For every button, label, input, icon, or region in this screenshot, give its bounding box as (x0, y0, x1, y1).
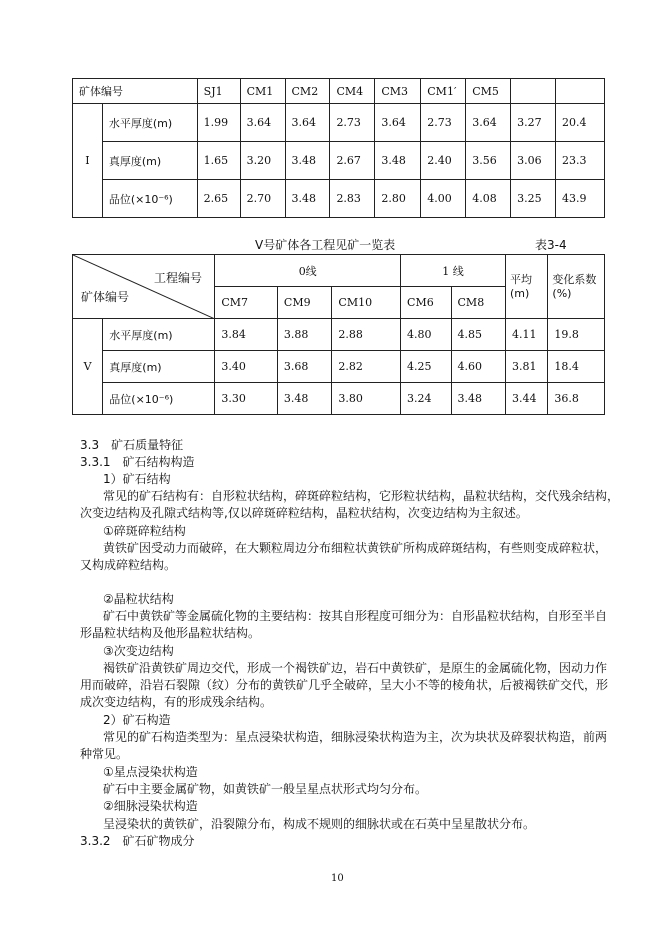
subsection-heading: 3.3.2 矿石矿物成分 (80, 834, 195, 848)
table-cell: 3.25 (511, 180, 556, 218)
section-heading: 3.3 矿石质量特征 (80, 438, 184, 452)
item-heading: ①星点浸染状构造 (103, 765, 198, 779)
table-cell: 4.11 (506, 319, 548, 351)
table-cell: 4.85 (451, 319, 506, 351)
table-cell: 4.00 (421, 180, 466, 218)
table-cell: 20.4 (556, 104, 605, 142)
table-cell: 4.80 (401, 319, 451, 351)
paragraph-line: 黄铁矿因受动力而破碎，在大颗粒周边分布细粒状黄铁矿所构成碎斑结构，有些则变成碎粒状， (103, 541, 608, 555)
table-cell: 3.40 (215, 351, 278, 383)
paragraph-line: 形晶粒状结构及他形晶粒状结构。 (80, 626, 261, 640)
table-row (73, 104, 605, 142)
table-cell: 2.40 (421, 142, 466, 180)
item-heading: ②细脉浸染状构造 (103, 799, 198, 813)
header-cell: 矿体编号 (73, 79, 198, 104)
diagonal-header-top: 工程编号 (154, 271, 203, 285)
table-cell: 3.80 (332, 383, 401, 415)
table-cell: 3.81 (506, 351, 548, 383)
header-cell: CM3 (375, 79, 421, 104)
column-header: CM9 (277, 287, 332, 319)
column-header: CM6 (401, 287, 451, 319)
table-cell: 18.4 (548, 351, 605, 383)
paragraph-line: 种常见。 (80, 747, 129, 761)
diagonal-divider (73, 255, 215, 319)
line-0-header: 0线 (215, 255, 401, 287)
table-caption: V号矿体各工程见矿一览表 (255, 238, 396, 252)
header-cell: CM4 (330, 79, 375, 104)
item-heading: ③次变边结构 (103, 644, 174, 658)
table-cell: 2.80 (375, 180, 421, 218)
diagonal-header-bottom: 矿体编号 (81, 290, 130, 304)
table-cell: 43.9 (556, 180, 605, 218)
table-row (73, 319, 605, 351)
table-cell: 3.44 (506, 383, 548, 415)
variation-header: 变化系数(%) (548, 255, 605, 319)
table-cell: 2.67 (330, 142, 375, 180)
paragraph-line: 呈浸染状的黄铁矿，沿裂隙分布，构成不规则的细脉状或在石英中呈星散状分布。 (103, 817, 536, 831)
table-row (73, 383, 605, 415)
line-1-header: 1 线 (401, 255, 506, 287)
table-cell: 4.25 (401, 351, 451, 383)
row-label: 水平厚度(m) (102, 104, 197, 142)
paragraph-line: 又构成碎粒结构。 (80, 558, 177, 572)
table-cell: 2.73 (421, 104, 466, 142)
table-cell: 3.48 (451, 383, 506, 415)
table-cell: 3.48 (285, 180, 330, 218)
table-number: 表3-4 (535, 238, 567, 252)
column-header: CM7 (215, 287, 278, 319)
item-heading: ①碎斑碎粒结构 (103, 524, 186, 538)
table-cell: 1.65 (197, 142, 240, 180)
table-header-row (73, 79, 605, 104)
table-cell: 3.64 (375, 104, 421, 142)
table-cell: 3.64 (466, 104, 511, 142)
subsection-heading: 3.3.1 矿石结构构造 (80, 455, 195, 469)
paragraph-line: 次变边结构及孔隙式结构等,仅以碎斑碎粒结构，晶粒状结构，次变边结构为主叙述。 (80, 506, 528, 520)
table-cell: 3.30 (215, 383, 278, 415)
paragraph-line: 褐铁矿沿黄铁矿周边交代，形成一个褐铁矿边，岩石中黄铁矿，是原生的金属硫化物，因动力作 (103, 661, 608, 675)
table-header-row (73, 255, 605, 287)
row-label: 品位(×10⁻⁶) (103, 383, 215, 415)
table-cell: 3.68 (277, 351, 332, 383)
item-heading: ②晶粒状结构 (103, 592, 174, 606)
row-label: 品位(×10⁻⁶) (102, 180, 197, 218)
table-cell: 3.56 (466, 142, 511, 180)
header-cell: CM5 (466, 79, 511, 104)
paragraph-line: 成次变边结构，有的形成残余结构。 (80, 695, 273, 709)
table-cell: 2.73 (330, 104, 375, 142)
table-cell: 1.99 (197, 104, 240, 142)
sub-heading: 1）矿石结构 (103, 472, 171, 486)
table-cell: 3.20 (240, 142, 285, 180)
table-cell: 3.48 (285, 142, 330, 180)
table-cell: 3.06 (511, 142, 556, 180)
table-cell: 3.48 (375, 142, 421, 180)
diagonal-header-cell (73, 255, 215, 319)
table-cell: 3.27 (511, 104, 556, 142)
column-header: CM10 (332, 287, 401, 319)
table-cell: 3.64 (240, 104, 285, 142)
header-cell: CM1′ (421, 79, 466, 104)
row-label: 真厚度(m) (103, 351, 215, 383)
table-cell: 3.88 (277, 319, 332, 351)
row-label: 水平厚度(m) (103, 319, 215, 351)
table-cell: 4.60 (451, 351, 506, 383)
sub-heading: 2）矿石构造 (103, 713, 171, 727)
paragraph-line: 常见的矿石结构有：自形粒状结构，碎斑碎粒结构，它形粒状结构，晶粒状结构，交代残余结构， (103, 489, 620, 503)
paragraph-line: 矿石中黄铁矿等金属硫化物的主要结构：按其自形程度可细分为：自形晶粒状结构，自形至半自 (103, 609, 608, 623)
table-cell: 2.65 (197, 180, 240, 218)
ore-body-i-table (72, 78, 605, 218)
table-cell: 19.8 (548, 319, 605, 351)
header-cell (511, 79, 556, 104)
header-cell: SJ1 (197, 79, 240, 104)
table-cell: 2.88 (332, 319, 401, 351)
header-cell: CM2 (285, 79, 330, 104)
average-header: 平均(m) (506, 255, 548, 319)
table-cell: 2.70 (240, 180, 285, 218)
ore-body-v-table (72, 254, 605, 415)
ore-body-id: V (73, 319, 103, 415)
ore-body-id: I (73, 104, 103, 218)
paragraph-line: 用而破碎，沿岩石裂隙（纹）分布的黄铁矿几乎全破碎，呈大小不等的棱角状，后被褐铁矿交代，形 (80, 678, 609, 692)
table-cell: 23.3 (556, 142, 605, 180)
table-cell: 3.24 (401, 383, 451, 415)
table-cell: 4.08 (466, 180, 511, 218)
row-label: 真厚度(m) (102, 142, 197, 180)
paragraph-line: 矿石中主要金属矿物，如黄铁矿一般呈星点状形式均匀分布。 (103, 782, 428, 796)
table-row (73, 351, 605, 383)
table-cell: 3.48 (277, 383, 332, 415)
column-header: CM8 (451, 287, 506, 319)
table-row (73, 180, 605, 218)
header-cell (556, 79, 605, 104)
table-cell: 2.82 (332, 351, 401, 383)
table-cell: 2.83 (330, 180, 375, 218)
paragraph-line: 常见的矿石构造类型为：星点浸染状构造，细脉浸染状构造为主，次为块状及碎裂状构造，前两 (103, 730, 608, 744)
table-cell: 3.64 (285, 104, 330, 142)
table-cell: 3.84 (215, 319, 278, 351)
page-number: 10 (331, 873, 344, 884)
table-row (73, 142, 605, 180)
table-cell: 36.8 (548, 383, 605, 415)
header-cell: CM1 (240, 79, 285, 104)
